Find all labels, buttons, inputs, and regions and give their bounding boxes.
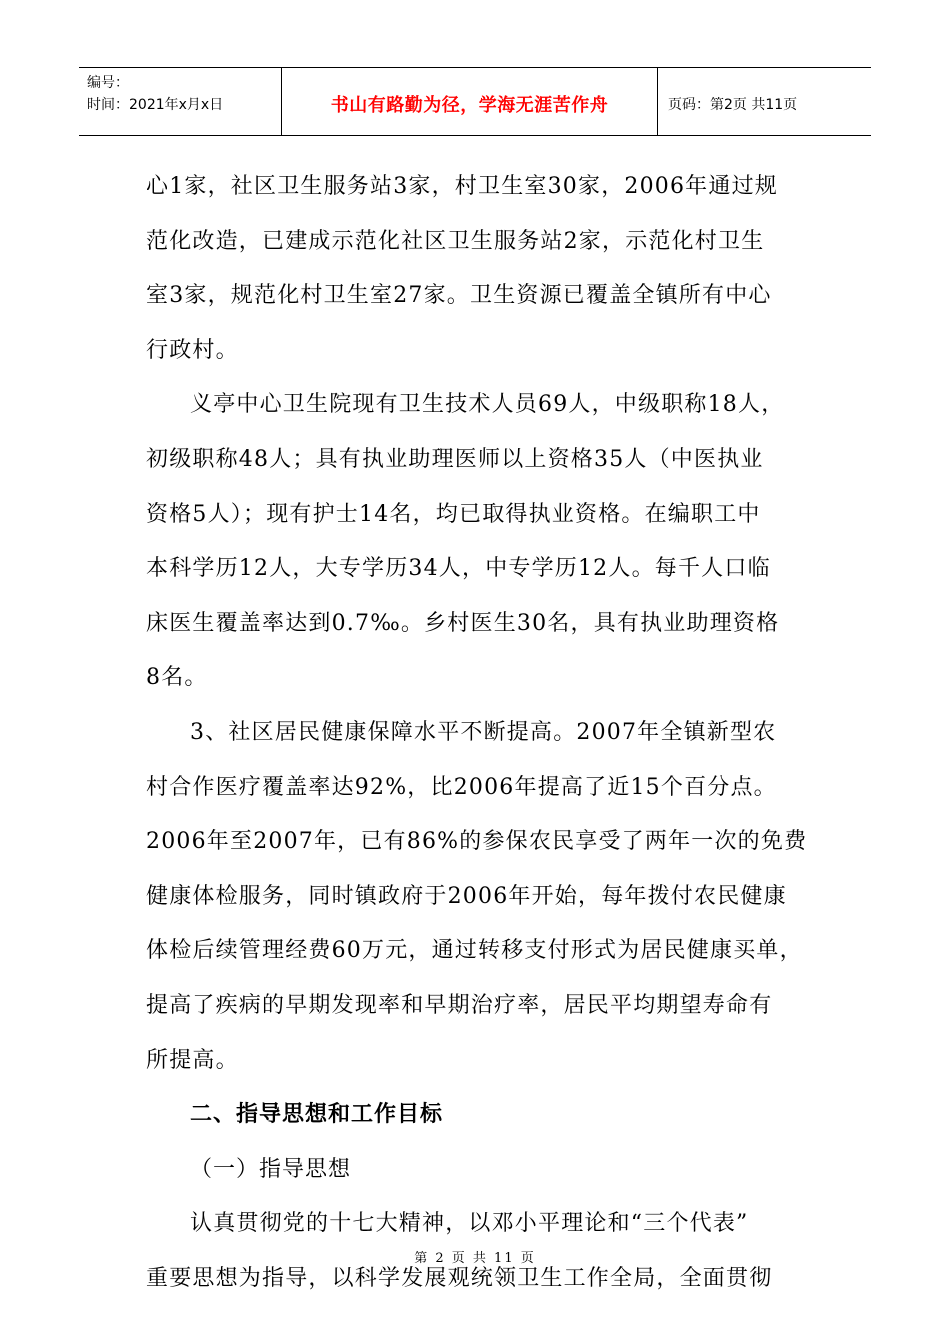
document-date-label: 时间：2021年x月x日 — [87, 97, 224, 113]
body-line: 资格5人）；现有护士14名，均已取得执业资格。在编职工中 — [146, 501, 761, 527]
body-line: 提高了疾病的早期发现率和早期治疗率，居民平均期望寿命有 — [146, 992, 773, 1018]
body-line: 行政村。 — [146, 337, 239, 363]
section-heading: 二、指导思想和工作目标 — [190, 1102, 444, 1128]
body-line: 村合作医疗覆盖率达92%，比2006年提高了近15个百分点。 — [146, 774, 777, 800]
body-line: 本科学历12人，大专学历34人，中专学历12人。每千人口临 — [146, 556, 771, 582]
header-motto: 书山有路勤为径，学海无涯苦作舟 — [330, 94, 609, 116]
header-motto-cell — [282, 68, 658, 135]
body-line: 体检后续管理经费60万元，通过转移支付形式为居民健康买单， — [146, 938, 803, 964]
body-line: 心1家，社区卫生服务站3家，村卫生室30家，2006年通过规 — [146, 174, 778, 199]
body-line: 健康体检服务，同时镇政府于2006年开始，每年拨付农民健康 — [146, 883, 787, 909]
page-header — [79, 67, 871, 136]
subsection-heading: （一）指导思想 — [190, 1156, 352, 1182]
body-line: 认真贯彻党的十七大精神，以邓小平理论和“三个代表” — [190, 1211, 749, 1237]
page-footer: 第 2 页 共 11 页 — [414, 1251, 536, 1266]
header-page-cell — [658, 68, 871, 135]
body-line: 3、社区居民健康保障水平不断提高。2007年全镇新型农 — [190, 719, 777, 745]
body-line: 所提高。 — [146, 1047, 239, 1073]
document-body — [146, 160, 846, 1306]
header-page-info: 页码：第2页 共11页 — [668, 96, 798, 113]
body-line: 重要思想为指导，以科学发展观统领卫生工作全局，全面贯彻 — [146, 1265, 773, 1291]
body-line: 床医生覆盖率达到0.7‰。乡村医生30名，具有执业助理资格 — [146, 610, 780, 636]
body-line: 初级职称48人；具有执业助理医师以上资格35人（中医执业 — [146, 446, 764, 472]
header-meta-cell — [79, 68, 282, 135]
body-line: 室3家，规范化村卫生室27家。卫生资源已覆盖全镇所有中心 — [146, 283, 772, 309]
document-number-label: 编号： — [87, 75, 129, 91]
body-line: 8名。 — [146, 665, 208, 691]
body-line: 2006年至2007年，已有86%的参保农民享受了两年一次的免费 — [146, 829, 808, 855]
body-line: 义亭中心卫生院现有卫生技术人员69人，中级职称18人， — [190, 392, 785, 418]
body-line: 范化改造，已建成示范化社区卫生服务站2家，示范化村卫生 — [146, 228, 765, 254]
